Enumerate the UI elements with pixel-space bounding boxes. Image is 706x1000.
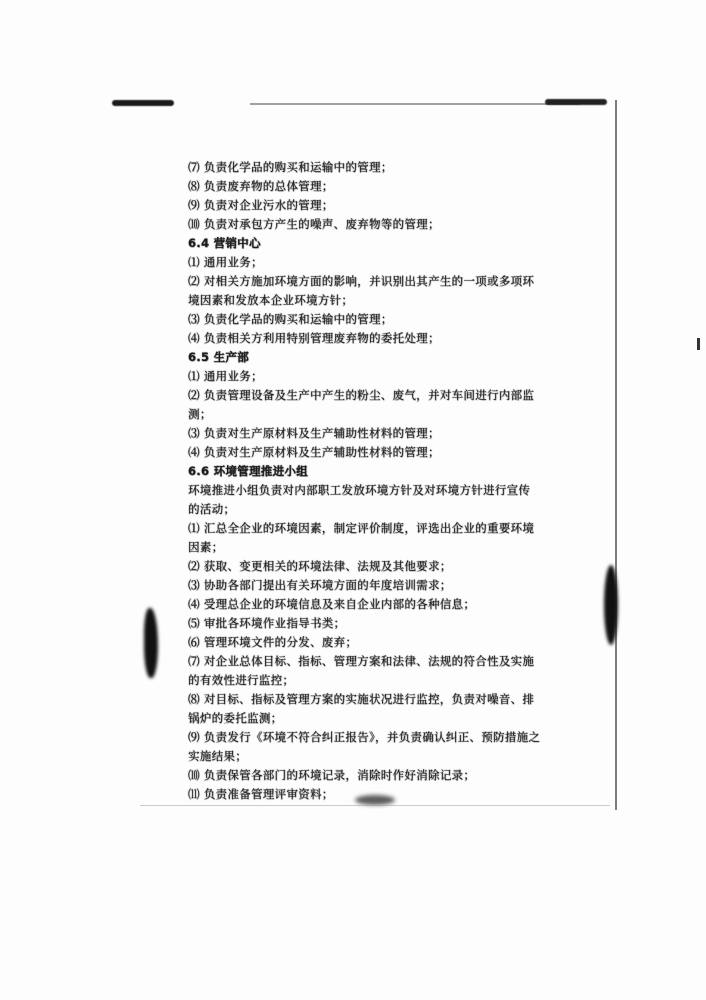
list-item: ⑷ 受理总企业的环境信息及来自企业内部的各种信息；	[188, 597, 476, 611]
scan-artifact-left-blot	[144, 608, 158, 678]
text-line-continuation: 锅炉的委托监测；	[188, 711, 283, 725]
scan-artifact-top-line	[250, 103, 580, 105]
list-item: ⑴ 通用业务；	[188, 255, 263, 269]
list-item: ⑵ 对相关方施加环境方面的影响，并识别出其产生的一项或多项环	[188, 274, 535, 288]
list-item: ⑺ 负责化学品的购买和运输中的管理；	[188, 160, 393, 174]
list-item: ⑽ 负责保管各部门的环境记录，消除时作好消除记录；	[188, 768, 476, 782]
list-item: ⑷ 负责相关方利用特别管理废弃物的委托处理；	[188, 331, 440, 345]
scan-page-right-edge	[615, 100, 617, 810]
text-line-continuation: 境因素和发放本企业环境方针；	[188, 293, 354, 307]
list-item: ⑶ 负责对生产原材料及生产辅助性材料的管理；	[188, 426, 440, 440]
section-heading: 6.4 营销中心	[188, 236, 261, 250]
list-item: ⑼ 负责对企业污水的管理；	[188, 198, 334, 212]
text-line-continuation: 因素；	[188, 540, 224, 554]
scan-page-bottom-edge	[140, 805, 610, 806]
scan-artifact-right-mark	[697, 338, 700, 350]
list-item: ⑵ 获取、变更相关的环境法律、法规及其他要求；	[188, 559, 452, 573]
list-item: ⑴ 汇总全企业的环境因素，制定评价制度，评选出企业的重要环境	[188, 521, 535, 535]
list-item: ⑵ 负责管理设备及生产中产生的粉尘、废气，并对车间进行内部监	[188, 388, 535, 402]
list-item: ⑽ 负责对承包方产生的噪声、废弃物等的管理；	[188, 217, 440, 231]
scan-artifact-top-left	[112, 100, 174, 106]
list-item: ⑴ 通用业务；	[188, 369, 263, 383]
text-line-continuation: 的有效性进行监控；	[188, 673, 295, 687]
section-heading: 6.5 生产部	[188, 350, 249, 364]
list-item: 环境推进小组负责对内部职工发放环境方针及对环境方针进行宣传	[188, 483, 531, 497]
text-line-continuation: 实施结果；	[188, 749, 247, 763]
text-line-continuation: 测；	[188, 407, 212, 421]
list-item: ⑸ 审批各环境作业指导书类；	[188, 616, 346, 630]
list-item: ⑻ 负责废弃物的总体管理；	[188, 179, 334, 193]
list-item: ⑶ 协助各部门提出有关环境方面的年度培训需求；	[188, 578, 452, 592]
list-item: ⑶ 负责化学品的购买和运输中的管理；	[188, 312, 393, 326]
list-item: ⑺ 对企业总体目标、指标、管理方案和法律、法规的符合性及实施	[188, 654, 535, 668]
list-item: ⑼ 负责发行《环境不符合纠正报告》，并负责确认纠正、预防措施之	[188, 730, 541, 744]
section-heading: 6.6 环境管理推进小组	[188, 464, 308, 478]
list-item: ⑹ 管理环境文件的分发、废弃；	[188, 635, 358, 649]
scan-artifact-top-right	[545, 99, 607, 105]
list-item: ⑷ 负责对生产原材料及生产辅助性材料的管理；	[188, 445, 440, 459]
list-item: ⑻ 对目标、指标及管理方案的实施状况进行监控，负责对噪音、排	[188, 692, 535, 706]
list-item: ⑾ 负责准备管理评审资料；	[188, 787, 334, 801]
text-line-continuation: 的活动；	[188, 502, 236, 516]
scan-artifact-right-blot	[604, 565, 618, 645]
document-body	[188, 158, 560, 804]
